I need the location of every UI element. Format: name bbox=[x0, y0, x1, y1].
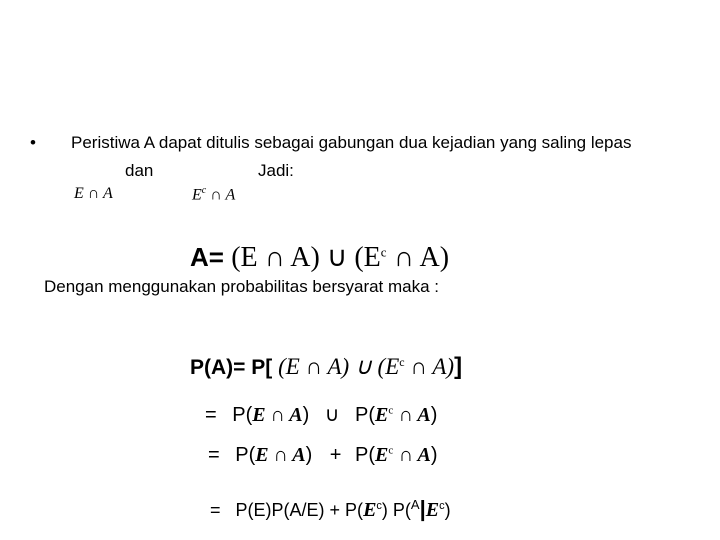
word-jadi: Jadi: bbox=[258, 161, 294, 180]
pa-sup: c bbox=[399, 355, 405, 369]
line2-e1: E ∩ A bbox=[252, 404, 303, 426]
equation-pa bbox=[190, 353, 462, 381]
line3-c2: ) bbox=[430, 444, 438, 466]
line2-sup: c bbox=[388, 404, 394, 417]
eq-rhs-part1: (E ∩ A) ∪ (E bbox=[231, 242, 381, 273]
line3-p2: P( bbox=[355, 444, 376, 466]
line3-op: + bbox=[329, 444, 342, 466]
line4-eq: = bbox=[210, 500, 221, 520]
line3-p1: P( bbox=[235, 444, 256, 466]
line2-eq: = bbox=[205, 404, 217, 426]
line4-a: P(E)P(A/E) + P( bbox=[235, 500, 364, 520]
line4-sup2: c bbox=[439, 500, 445, 512]
small-expr2-sup: c bbox=[201, 185, 207, 196]
small-expr2-rest: ∩ A bbox=[210, 186, 236, 204]
line3-sup: c bbox=[388, 444, 394, 457]
word-dan: dan bbox=[125, 161, 154, 180]
eq-lhs: A= bbox=[190, 242, 224, 272]
pa-lhs: P(A)= P[ bbox=[190, 356, 273, 379]
pa-part1: (E ∩ A) ∪ (E bbox=[278, 354, 400, 379]
line2-e2b: ∩ A bbox=[398, 404, 431, 426]
line3-eq: = bbox=[208, 444, 220, 466]
equation-a bbox=[190, 240, 449, 274]
line2-c1: ) bbox=[302, 404, 310, 426]
line2-c2: ) bbox=[430, 404, 438, 426]
line4-sup1: c bbox=[376, 500, 382, 512]
bullet-marker: • bbox=[30, 133, 36, 152]
equation-line-2 bbox=[205, 402, 437, 427]
equation-line-4 bbox=[210, 496, 451, 522]
line4-bar: | bbox=[419, 496, 426, 521]
eq-rhs-part2: ∩ A) bbox=[393, 242, 450, 273]
small-expression-ec-and-a bbox=[192, 185, 235, 204]
small-expr2-base: E bbox=[192, 186, 202, 204]
line3-e2b: ∩ A bbox=[398, 444, 431, 466]
eq-rhs-sup: c bbox=[380, 244, 387, 260]
line3-e1: E ∩ A bbox=[255, 444, 306, 466]
line2-op: ∪ bbox=[324, 404, 340, 426]
small-expression-e-and-a: E ∩ A bbox=[74, 185, 113, 202]
line4-c: ) bbox=[444, 500, 451, 520]
line4-a2: A bbox=[410, 497, 420, 512]
line2-p2: P( bbox=[355, 404, 375, 426]
pa-part2: ∩ A) bbox=[410, 354, 455, 379]
line4-e2: E bbox=[425, 499, 440, 521]
line3-c1: ) bbox=[305, 444, 313, 466]
line3-e2: E bbox=[375, 444, 389, 466]
line4-e: E bbox=[363, 499, 377, 521]
equation-line-3 bbox=[208, 444, 438, 467]
bullet-text: Peristiwa A dapat ditulis sebagai gabungan dua kejadian yang saling lepas bbox=[71, 133, 632, 152]
line2-p1: P( bbox=[232, 404, 253, 426]
line4-b: ) P( bbox=[381, 500, 411, 520]
pa-close: ] bbox=[454, 353, 463, 380]
line2-e2: E bbox=[375, 404, 389, 426]
intro-text: Dengan menggunakan probabilitas bersyarat maka : bbox=[44, 277, 440, 296]
